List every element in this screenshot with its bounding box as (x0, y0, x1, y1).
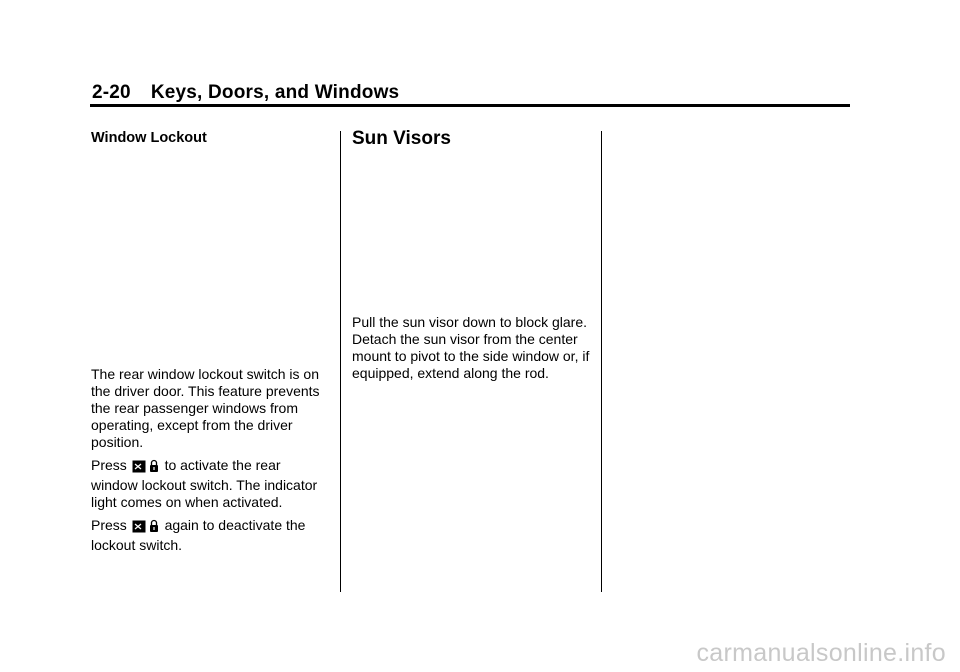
page-header (92, 82, 399, 104)
column-divider (340, 131, 341, 592)
press-label: Press (91, 517, 127, 533)
watermark: carmanualsonline.info (696, 639, 946, 667)
lockout-activate-instruction (91, 457, 331, 511)
press-label: Press (91, 457, 127, 473)
window-lockout-body (91, 366, 331, 560)
window-lockout-icon (132, 460, 146, 477)
sun-visors-description: Pull the sun visor down to block glare. Detach the sun visor from the center mount to pivot to the side window or, if equipped, extend along the rod. (352, 314, 590, 381)
lock-icon (149, 519, 159, 537)
deactivate-text: again to deactivate the lockout switch. (91, 517, 306, 553)
header-rule (90, 104, 850, 107)
sun-visors-heading: Sun Visors (352, 128, 451, 149)
lock-icon (149, 459, 159, 477)
page-number: 2-20 (92, 82, 131, 103)
chapter-title: Keys, Doors, and Windows (150, 82, 400, 103)
column-divider (601, 131, 602, 592)
window-lockout-icon (132, 520, 146, 537)
window-lockout-heading: Window Lockout (91, 130, 207, 146)
sun-visors-body (352, 314, 592, 382)
lockout-description: The rear window lockout switch is on the driver door. This feature prevents the rear passenger windows from operating, except from the driver position. (91, 366, 320, 450)
lockout-deactivate-instruction (91, 517, 331, 554)
activate-text: to activate the rear window lockout switch. The indicator light comes on when activated. (91, 457, 318, 510)
